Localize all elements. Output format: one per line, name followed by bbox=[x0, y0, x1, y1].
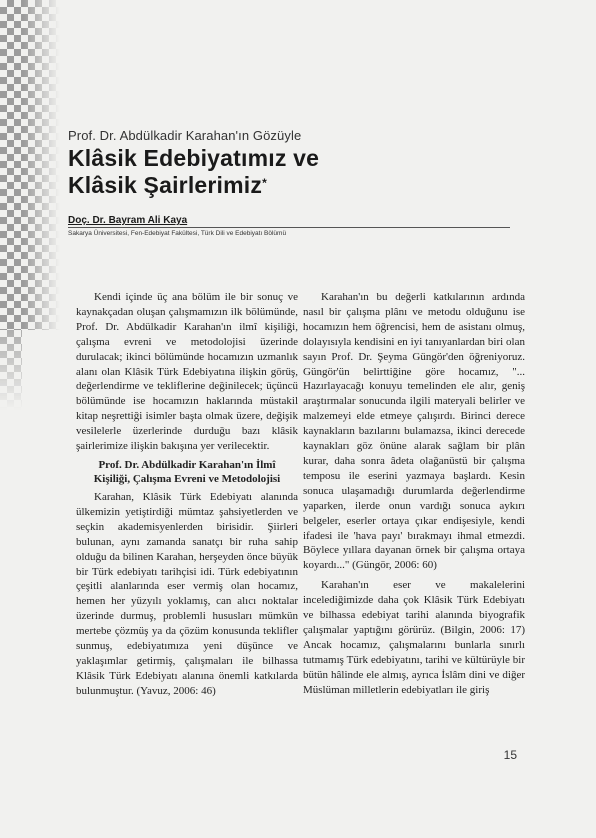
left-column bbox=[76, 290, 298, 699]
article-header bbox=[68, 128, 528, 237]
right-paragraph-1: Karahan'ın bu değerli katkılarının ardında nasıl bir çalışma plânı ve metodu olduğunu ise hocamızın hem öğrencisi, hem de asistanı olmuş, dolayısıyla kendisini en iyi tanıyanlardan biri olan sayın Prof. Dr. Şeyma Güngör'den öğreniyoruz. Güngör'ün belirttiğine göre hocamız, "... Hazırlayacağı konuyu temelinden ele alır, geniş araştırmalar sonucunda ilgili materyali belirler ve malzemeyi elde etmeye çalışırdı. Birinci derece kaynakların bazılarını bulamazsa, ikinci derecede kaynakları göz önüne alarak sağlam bir plân kurar, daha sonra âdeta olağanüstü bir çalışma temposu ile eserini yazmaya başlardı. Kesin sonuca ulaşamadığı durumlarda değerlendirme yaparken, ilerde onun vardığı sonuca aykırı belgeler, eserler ortaya çıkar endişesiyle, kendi ifadesi ile 'hava payı' bırakmayı ihmal etmezdi. Böylece yıllara dayanan örnek bir çalışma ortaya koyardı..." (Güngör, 2006: 60) bbox=[303, 291, 525, 572]
author-affiliation: Sakarya Üniversitesi, Fen-Edebiyat Fakültesi, Türk Dili ve Edebiyatı Bölümü bbox=[68, 230, 287, 237]
checkerboard-margin-fade bbox=[0, 330, 22, 410]
subheading-line-1: Prof. Dr. Abdülkadir Karahan'ın İlmî bbox=[98, 458, 276, 471]
article-kicker: Prof. Dr. Abdülkadir Karahan'ın Gözüyle bbox=[68, 128, 302, 143]
left-paragraph-2: Karahan, Klâsik Türk Edebiyatı alanında ülkemizin yetiştirdiği mümtaz şahsiyetlerden ve seçkin akademisyenlerden birisidir. Şiirleri bulunan, aynı zamanda sanatçı bir ruha sahip olduğu da bilinen Karahan, herşeyden önce büyük bir Türk edebiyatı tarihçisi idi. Türk edebiyatının çeşitli alanlarında eser vermiş olan hocamız, hemen her yüzyılı yoklamış, can alıcı noktalar üzerinde durmuş, problemli hususları mümkün mertebe çözmüş ya da çözüm konusunda teklifler sunmuş, edebiyatımıza yeni düşünce ve yaklaşımlar getirmiş, çalışmaları ile bilhassa Klâsik Türk Edebiyatı alanına önemli katkılarda bulunmuştur. (Yavuz, 2006: 46) bbox=[76, 490, 298, 697]
page-number: 15 bbox=[503, 748, 517, 762]
right-column bbox=[303, 290, 525, 697]
section-subheading bbox=[76, 458, 298, 486]
title-line-2: Klâsik Şairlerimiz bbox=[68, 172, 263, 198]
right-paragraph-2: Karahan'ın eser ve makalelerini incelediğimizde daha çok Klâsik Türk Edebiyatı ve bilhassa edebiyat tarihi alanında biyografik çalışmalar yaptığını görürüz. (Bilgin, 2006: 17) Ancak hocamız, çalışmalarını bunlarla sınırlı tutmamış Türk edebiyatını, tarihi ve kültürüyle bir bütün hâlinde ele almış, ayrıca İslâm dini ve diğer Müslüman milletlerin edebiyatları ile giriş bbox=[303, 579, 525, 696]
checkerboard-margin-decoration bbox=[0, 0, 60, 330]
subheading-line-2: Kişiliği, Çalışma Evreni ve Metodolojisi bbox=[93, 472, 281, 485]
article-title bbox=[68, 145, 528, 199]
header-rule bbox=[68, 227, 510, 228]
title-footnote-mark: * bbox=[262, 176, 267, 190]
author-name: Doç. Dr. Bayram Ali Kaya bbox=[68, 215, 188, 226]
title-line-1: Klâsik Edebiyatımız ve bbox=[68, 145, 320, 171]
left-paragraph-1: Kendi içinde üç ana bölüm ile bir sonuç ve kaynakçadan oluşan çalışmamızın ilk bölümünde, Prof. Dr. Abdülkadir Karahan'ın ilmî kişiliği, çalışma evreni ve metodolojisi üzerinde durulacak; ikinci bölümünde hocamızın uzmanlık alanı olan Klâsik Türk Edebiyatına ilişkin görüş, değerlendirme ve tekliflerine değinilecek; üçüncü bölümünde ise hocamızın haklarında müstakil kitap neşrettiği isimler başta olmak üzere, değişik vesilelerle üzerlerinde durduğu bazı klâsik şairlerimize ilişkin bakışına yer verilecektir. bbox=[76, 291, 298, 453]
